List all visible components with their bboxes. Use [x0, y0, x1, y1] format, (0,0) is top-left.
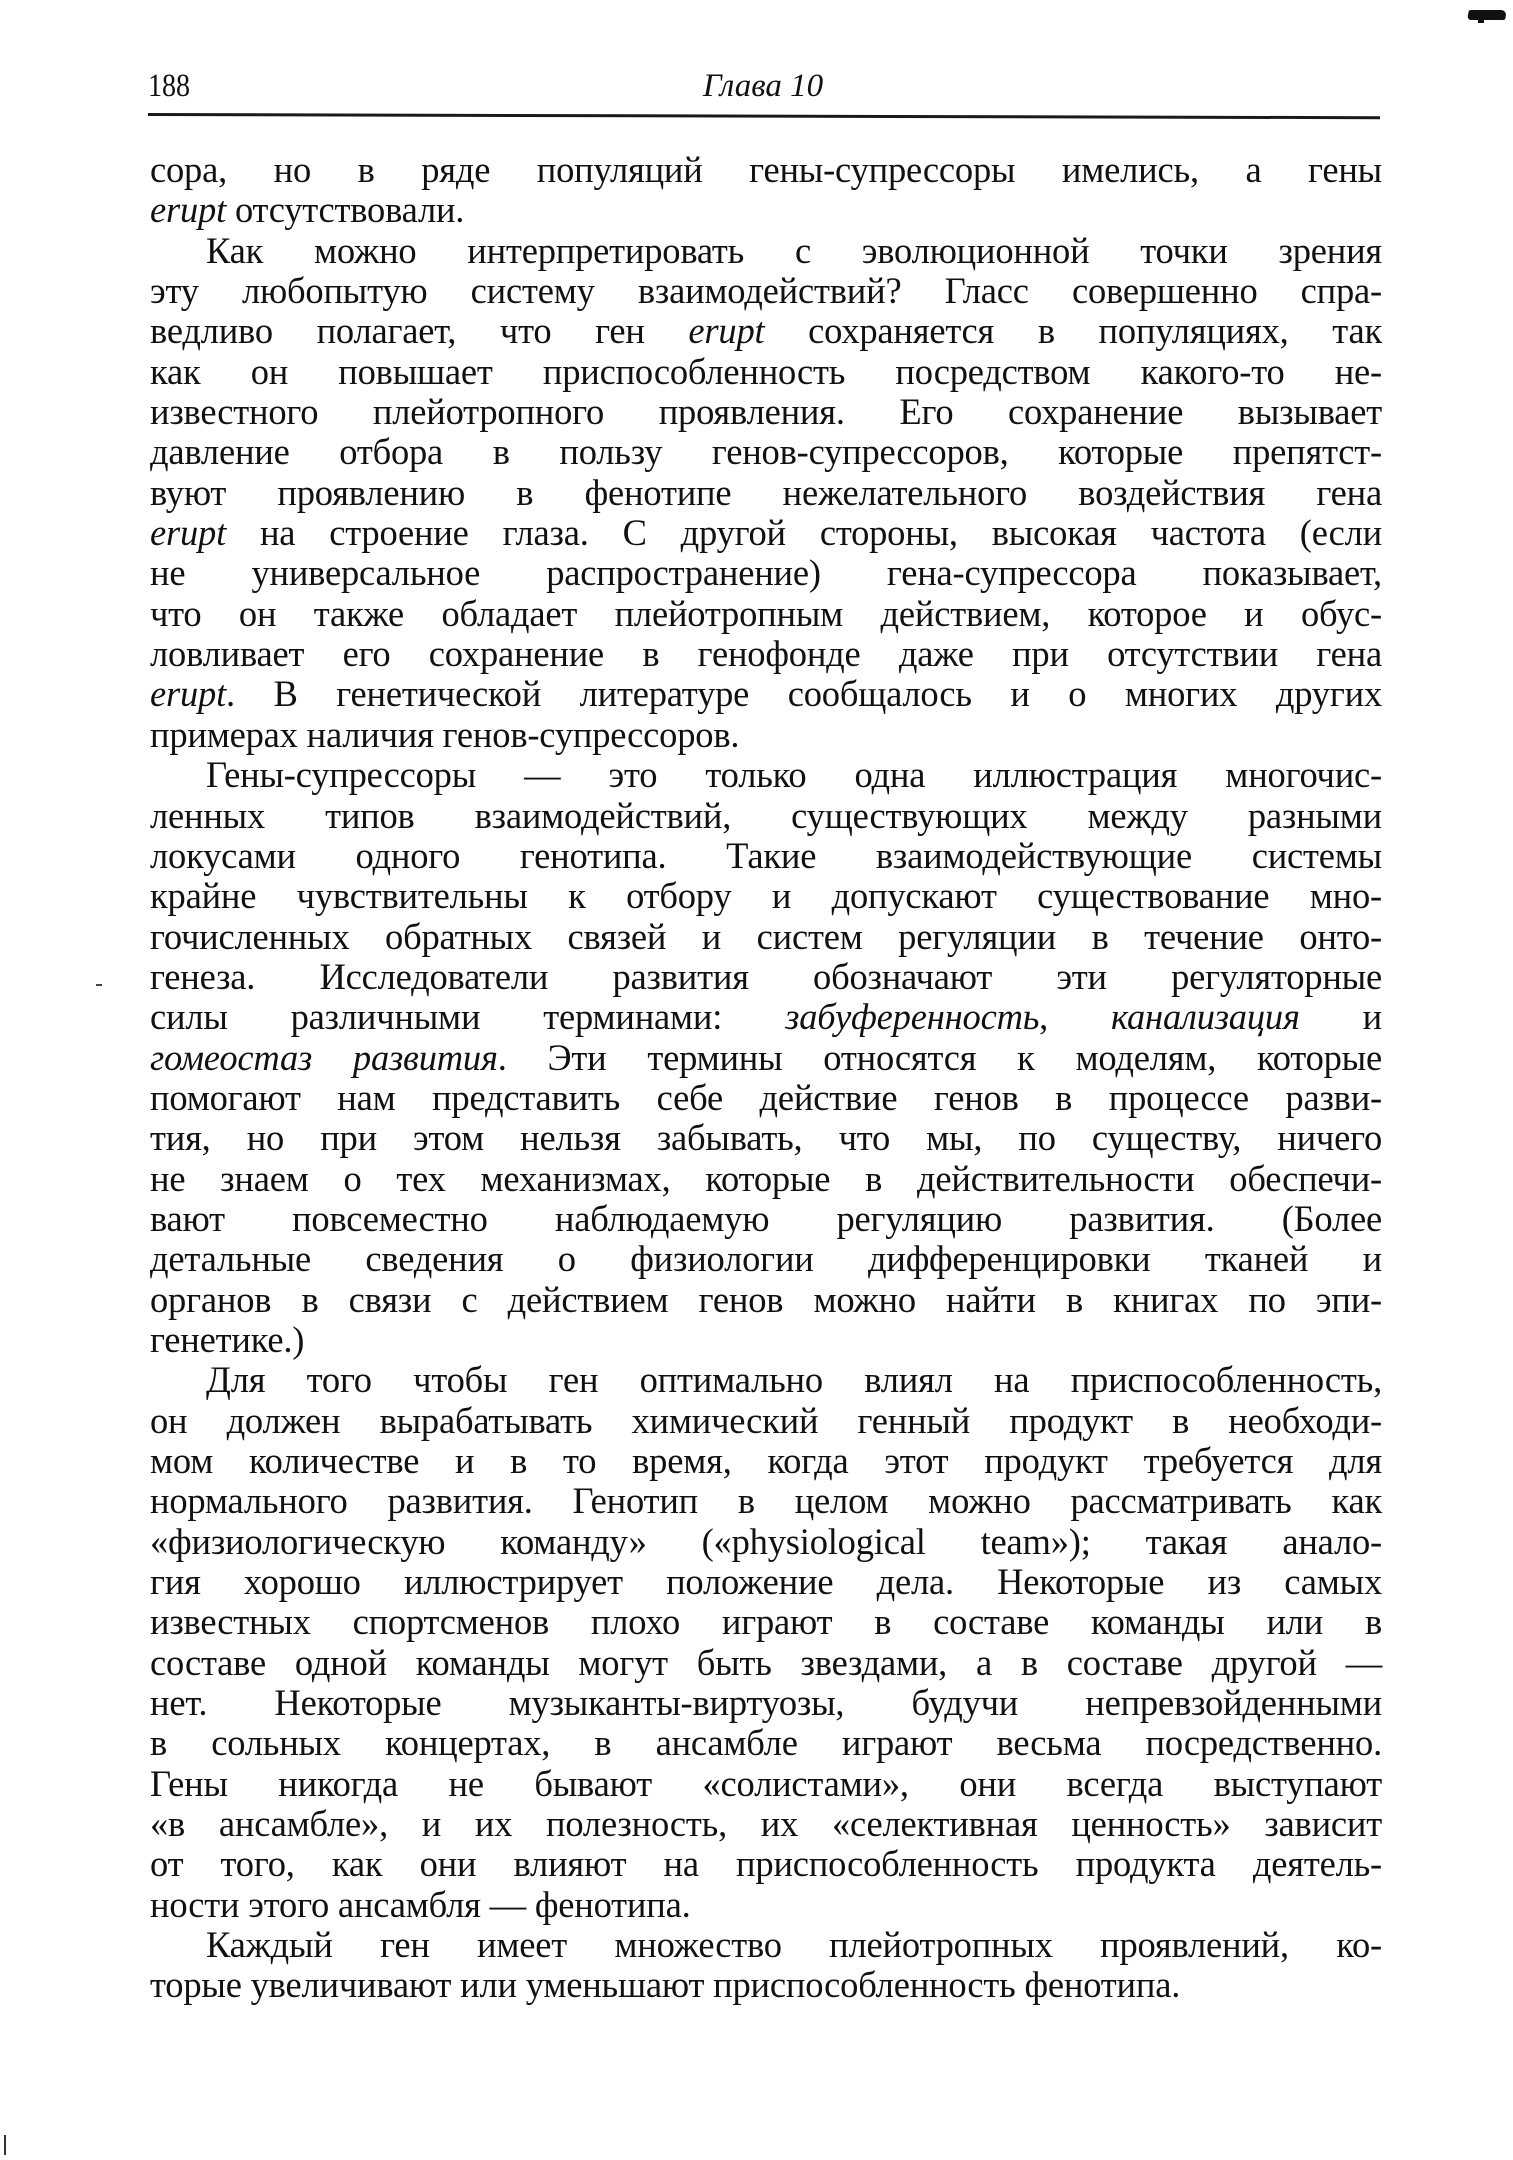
text-segment: Гены никогда не бывают «солистами», они всегда выступают — [150, 1762, 1382, 1804]
text-segment: гия хорошо иллюстрирует положение дела. Некоторые из самых — [150, 1561, 1382, 1603]
text-segment: Гены-супрессоры — это только одна иллюстрация многочис- — [206, 754, 1382, 796]
italic-term: erupt — [150, 189, 227, 231]
paragraph — [150, 755, 1382, 1360]
text-segment: нет. Некоторые музыканты-виртуозы, будучи непревзойденными — [150, 1682, 1382, 1724]
text-line — [150, 231, 1382, 271]
text-segment: и — [1299, 996, 1382, 1038]
text-segment: . Эти термины относятся к моделям, которые — [497, 1036, 1382, 1078]
text-segment: не универсальное распространение) гена-супрессора показывает, — [150, 552, 1382, 594]
text-segment: Для того чтобы ген оптимально влиял на приспособленность, — [206, 1359, 1382, 1401]
text-segment: эту любопытую систему взаимодействий? Гласс совершенно спра- — [150, 270, 1382, 312]
text-segment: не знаем о тех механизмах, которые в действительности обеспечи- — [150, 1157, 1382, 1199]
text-line — [150, 473, 1382, 513]
text-segment: примерах наличия генов-супрессоров. — [150, 713, 740, 755]
paragraph — [150, 1925, 1382, 2006]
text-line — [150, 1562, 1382, 1602]
text-line — [150, 1360, 1382, 1400]
text-line — [150, 1239, 1382, 1279]
text-segment: что он также обладает плейотропным действием, которое и обус- — [150, 592, 1382, 634]
text-line — [150, 1683, 1382, 1723]
text-segment: Каждый ген имеет множество плейотропных проявлений, ко- — [206, 1924, 1382, 1966]
text-line — [150, 674, 1382, 714]
text-line — [150, 1965, 1382, 2005]
text-line — [150, 513, 1382, 553]
text-line — [150, 1280, 1382, 1320]
text-line — [150, 594, 1382, 634]
text-segment: «физиологическую команду» («physiological team»); такая анало- — [150, 1520, 1382, 1562]
text-segment: в сольных концертах, в ансамбле играют весьма посредственно. — [150, 1722, 1382, 1764]
text-segment: помогают нам представить себе действие генов в процессе разви- — [150, 1076, 1382, 1118]
text-segment: , — [1039, 996, 1112, 1038]
italic-term: забуференность — [785, 996, 1040, 1038]
header-rule — [148, 113, 1380, 119]
text-line — [150, 1481, 1382, 1521]
paragraph — [150, 231, 1382, 755]
text-segment: локусами одного генотипа. Такие взаимодействующие системы — [150, 834, 1382, 876]
text-line — [150, 1804, 1382, 1844]
text-line — [150, 190, 1382, 230]
text-segment: Как можно интерпретировать с эволюционной точки зрения — [206, 229, 1382, 271]
italic-term: erupt — [688, 310, 765, 352]
text-segment: крайне чувствительны к отбору и допускают существование мно- — [150, 875, 1382, 917]
text-segment: он должен вырабатывать химический генный продукт в необходи- — [150, 1399, 1382, 1441]
text-segment: ведливо полагает, что ген — [150, 310, 689, 352]
text-line — [150, 392, 1382, 432]
text-line — [150, 352, 1382, 392]
scan-mark — [4, 2135, 6, 2155]
text-segment: ленных типов взаимодействий, существующих между разными — [150, 794, 1382, 836]
text-segment: торые увеличивают или уменьшают приспособленность фенотипа. — [150, 1964, 1181, 2006]
text-line — [150, 1925, 1382, 1965]
text-line — [150, 1643, 1382, 1683]
text-line — [150, 796, 1382, 836]
text-line — [150, 1441, 1382, 1481]
text-segment: силы различными терминами: — [150, 996, 786, 1038]
text-segment: сора, но в ряде популяций гены-супрессоры имелись, а гены — [150, 149, 1382, 190]
text-line — [150, 271, 1382, 311]
text-line — [150, 1723, 1382, 1763]
scan-smudge-dot — [1478, 18, 1484, 23]
text-segment: органов в связи с действием генов можно найти в книгах по эпи- — [150, 1278, 1382, 1320]
text-segment: известного плейотропного проявления. Его сохранение вызывает — [150, 391, 1382, 433]
text-segment: вают повсеместно наблюдаемую регуляцию развития. (Более — [150, 1197, 1382, 1239]
text-segment: на строение глаза. С другой стороны, высокая частота (если — [226, 512, 1382, 554]
text-line — [150, 836, 1382, 876]
text-line — [150, 917, 1382, 957]
text-line — [150, 311, 1382, 351]
text-line — [150, 432, 1382, 472]
paragraph — [150, 150, 1382, 231]
text-segment: известных спортсменов плохо играют в составе команды или в — [150, 1601, 1382, 1643]
text-line — [150, 876, 1382, 916]
text-line — [150, 1078, 1382, 1118]
text-line — [150, 1844, 1382, 1884]
text-line — [150, 150, 1382, 190]
text-segment: детальные сведения о физиологии дифференцировки тканей и — [150, 1238, 1382, 1280]
text-segment: мом количестве и в то время, когда этот продукт требуется для — [150, 1440, 1382, 1481]
text-line — [150, 755, 1382, 795]
text-line — [150, 1885, 1382, 1925]
text-line — [150, 1320, 1382, 1360]
text-line — [150, 1764, 1382, 1804]
text-segment: вуют проявлению в фенотипе нежелательного воздействия гена — [150, 471, 1382, 513]
text-segment: ловливает его сохранение в генофонде даже при отсутствии гена — [150, 633, 1382, 675]
page-number: 188 — [148, 68, 191, 104]
scan-smudge — [1467, 10, 1507, 20]
text-segment: генетике.) — [150, 1318, 305, 1360]
text-segment: тия, но при этом нельзя забывать, что мы, по существу, ничего — [150, 1117, 1382, 1159]
text-line — [150, 1522, 1382, 1562]
text-segment: отсутствовали. — [226, 189, 465, 231]
running-head: Глава 10 — [702, 68, 824, 104]
text-segment: генеза. Исследователи развития обозначают эти регуляторные — [150, 955, 1382, 997]
page-header — [148, 66, 1378, 112]
text-line — [150, 1602, 1382, 1642]
text-line — [150, 997, 1382, 1037]
text-line — [150, 957, 1382, 997]
text-segment: гочисленных обратных связей и систем регуляции в течение онто- — [150, 915, 1382, 957]
paragraph — [150, 1360, 1382, 1925]
text-segment: сохраняется в популяциях, так — [764, 310, 1382, 352]
text-line — [150, 1401, 1382, 1441]
text-segment: составе одной команды могут быть звездами, а в составе другой — — [150, 1641, 1382, 1683]
text-segment: ности этого ансамбля — фенотипа. — [150, 1883, 691, 1925]
scan-mark — [96, 984, 102, 986]
text-segment: «в ансамбле», и их полезность, их «селективная ценность» зависит — [150, 1803, 1382, 1845]
text-segment: нормального развития. Генотип в целом можно рассматривать как — [150, 1480, 1382, 1522]
text-segment: как он повышает приспособленность посредством какого-то не- — [150, 350, 1382, 392]
italic-term: канализация — [1111, 996, 1300, 1038]
text-line — [150, 1159, 1382, 1199]
body-text — [150, 150, 1382, 2006]
text-segment: от того, как они влияют на приспособленность продукта деятель- — [150, 1843, 1382, 1885]
text-segment: . В генетической литературе сообщалось и о многих других — [226, 673, 1382, 715]
text-line — [150, 634, 1382, 674]
text-line — [150, 1118, 1382, 1158]
text-segment: давление отбора в пользу генов-супрессоров, которые препятст- — [150, 431, 1382, 473]
text-line — [150, 553, 1382, 593]
italic-term: erupt — [150, 673, 227, 715]
text-line — [150, 715, 1382, 755]
text-line — [150, 1199, 1382, 1239]
italic-term: гомеостаз развития — [150, 1036, 498, 1078]
text-line — [150, 1038, 1382, 1078]
italic-term: erupt — [150, 512, 227, 554]
